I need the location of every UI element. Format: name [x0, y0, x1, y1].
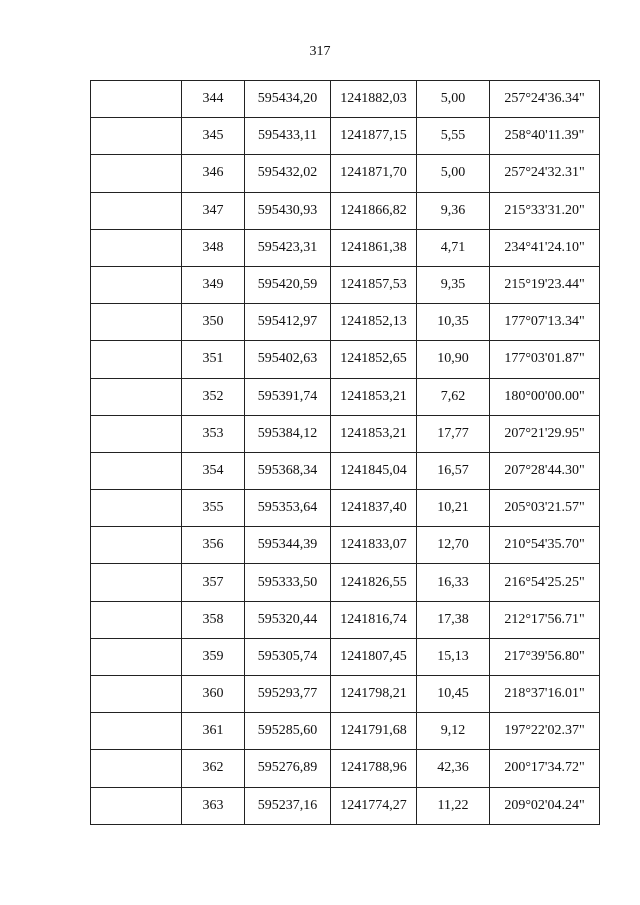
y-coordinate-cell: 1241882,03: [331, 81, 417, 118]
y-coordinate-cell: 1241816,74: [331, 601, 417, 638]
table-row: [91, 564, 600, 601]
coordinates-table-body: [91, 81, 600, 825]
page-number: 317: [309, 44, 331, 59]
table-row: [91, 787, 600, 824]
y-coordinate-cell: 1241833,07: [331, 527, 417, 564]
distance-cell: 11,22: [417, 787, 490, 824]
parcel-cell: [91, 787, 182, 824]
bearing-cell: 215°33'31.20": [490, 192, 600, 229]
table-row: [91, 490, 600, 527]
distance-cell: 17,77: [417, 415, 490, 452]
bearing-cell: 234°41'24.10": [490, 229, 600, 266]
x-coordinate-cell: 595333,50: [245, 564, 331, 601]
distance-cell: 5,00: [417, 155, 490, 192]
x-coordinate-cell: 595276,89: [245, 750, 331, 787]
x-coordinate-cell: 595368,34: [245, 452, 331, 489]
parcel-cell: [91, 490, 182, 527]
coordinates-table: [90, 80, 600, 825]
bearing-cell: 217°39'56.80": [490, 638, 600, 675]
point-number-cell: 362: [182, 750, 245, 787]
point-number-cell: 352: [182, 378, 245, 415]
parcel-cell: [91, 155, 182, 192]
bearing-cell: 258°40'11.39": [490, 118, 600, 155]
parcel-cell: [91, 266, 182, 303]
distance-cell: 4,71: [417, 229, 490, 266]
point-number-cell: 344: [182, 81, 245, 118]
bearing-cell: 177°03'01.87": [490, 341, 600, 378]
y-coordinate-cell: 1241853,21: [331, 415, 417, 452]
bearing-cell: 205°03'21.57": [490, 490, 600, 527]
distance-cell: 16,33: [417, 564, 490, 601]
y-coordinate-cell: 1241788,96: [331, 750, 417, 787]
point-number-cell: 360: [182, 676, 245, 713]
parcel-cell: [91, 304, 182, 341]
y-coordinate-cell: 1241852,65: [331, 341, 417, 378]
point-number-cell: 350: [182, 304, 245, 341]
y-coordinate-cell: 1241877,15: [331, 118, 417, 155]
table-row: [91, 155, 600, 192]
bearing-cell: 210°54'35.70": [490, 527, 600, 564]
x-coordinate-cell: 595432,02: [245, 155, 331, 192]
parcel-cell: [91, 341, 182, 378]
y-coordinate-cell: 1241791,68: [331, 713, 417, 750]
distance-cell: 10,45: [417, 676, 490, 713]
table-row: [91, 452, 600, 489]
table-row: [91, 304, 600, 341]
point-number-cell: 355: [182, 490, 245, 527]
x-coordinate-cell: 595430,93: [245, 192, 331, 229]
point-number-cell: 356: [182, 527, 245, 564]
parcel-cell: [91, 527, 182, 564]
y-coordinate-cell: 1241837,40: [331, 490, 417, 527]
distance-cell: 12,70: [417, 527, 490, 564]
x-coordinate-cell: 595391,74: [245, 378, 331, 415]
x-coordinate-cell: 595285,60: [245, 713, 331, 750]
point-number-cell: 354: [182, 452, 245, 489]
parcel-cell: [91, 638, 182, 675]
parcel-cell: [91, 378, 182, 415]
x-coordinate-cell: 595320,44: [245, 601, 331, 638]
table-row: [91, 266, 600, 303]
table-row: [91, 341, 600, 378]
point-number-cell: 353: [182, 415, 245, 452]
bearing-cell: 177°07'13.34": [490, 304, 600, 341]
distance-cell: 10,21: [417, 490, 490, 527]
table-row: [91, 192, 600, 229]
bearing-cell: 207°28'44.30": [490, 452, 600, 489]
y-coordinate-cell: 1241845,04: [331, 452, 417, 489]
x-coordinate-cell: 595423,31: [245, 229, 331, 266]
bearing-cell: 216°54'25.25": [490, 564, 600, 601]
point-number-cell: 345: [182, 118, 245, 155]
y-coordinate-cell: 1241861,38: [331, 229, 417, 266]
bearing-cell: 257°24'32.31": [490, 155, 600, 192]
y-coordinate-cell: 1241852,13: [331, 304, 417, 341]
y-coordinate-cell: 1241774,27: [331, 787, 417, 824]
bearing-cell: 215°19'23.44": [490, 266, 600, 303]
distance-cell: 9,35: [417, 266, 490, 303]
bearing-cell: 212°17'56.71": [490, 601, 600, 638]
point-number-cell: 349: [182, 266, 245, 303]
bearing-cell: 200°17'34.72": [490, 750, 600, 787]
parcel-cell: [91, 118, 182, 155]
table-row: [91, 638, 600, 675]
table-row: [91, 118, 600, 155]
table-row: [91, 713, 600, 750]
point-number-cell: 347: [182, 192, 245, 229]
bearing-cell: 218°37'16.01": [490, 676, 600, 713]
bearing-cell: 257°24'36.34": [490, 81, 600, 118]
distance-cell: 15,13: [417, 638, 490, 675]
bearing-cell: 207°21'29.95": [490, 415, 600, 452]
point-number-cell: 363: [182, 787, 245, 824]
parcel-cell: [91, 713, 182, 750]
x-coordinate-cell: 595305,74: [245, 638, 331, 675]
table-row: [91, 378, 600, 415]
distance-cell: 7,62: [417, 378, 490, 415]
distance-cell: 10,35: [417, 304, 490, 341]
y-coordinate-cell: 1241807,45: [331, 638, 417, 675]
point-number-cell: 361: [182, 713, 245, 750]
x-coordinate-cell: 595384,12: [245, 415, 331, 452]
parcel-cell: [91, 564, 182, 601]
parcel-cell: [91, 415, 182, 452]
point-number-cell: 359: [182, 638, 245, 675]
table-row: [91, 676, 600, 713]
x-coordinate-cell: 595353,64: [245, 490, 331, 527]
bearing-cell: 197°22'02.37": [490, 713, 600, 750]
distance-cell: 42,36: [417, 750, 490, 787]
y-coordinate-cell: 1241857,53: [331, 266, 417, 303]
x-coordinate-cell: 595434,20: [245, 81, 331, 118]
parcel-cell: [91, 192, 182, 229]
table-row: [91, 527, 600, 564]
x-coordinate-cell: 595237,16: [245, 787, 331, 824]
x-coordinate-cell: 595293,77: [245, 676, 331, 713]
table-row: [91, 229, 600, 266]
x-coordinate-cell: 595420,59: [245, 266, 331, 303]
table-row: [91, 750, 600, 787]
point-number-cell: 348: [182, 229, 245, 266]
x-coordinate-cell: 595412,97: [245, 304, 331, 341]
point-number-cell: 357: [182, 564, 245, 601]
distance-cell: 5,00: [417, 81, 490, 118]
y-coordinate-cell: 1241826,55: [331, 564, 417, 601]
table-row: [91, 601, 600, 638]
parcel-cell: [91, 750, 182, 787]
distance-cell: 16,57: [417, 452, 490, 489]
point-number-cell: 358: [182, 601, 245, 638]
y-coordinate-cell: 1241866,82: [331, 192, 417, 229]
parcel-cell: [91, 81, 182, 118]
parcel-cell: [91, 601, 182, 638]
distance-cell: 9,12: [417, 713, 490, 750]
distance-cell: 17,38: [417, 601, 490, 638]
y-coordinate-cell: 1241853,21: [331, 378, 417, 415]
y-coordinate-cell: 1241798,21: [331, 676, 417, 713]
distance-cell: 9,36: [417, 192, 490, 229]
point-number-cell: 351: [182, 341, 245, 378]
parcel-cell: [91, 676, 182, 713]
x-coordinate-cell: 595433,11: [245, 118, 331, 155]
point-number-cell: 346: [182, 155, 245, 192]
distance-cell: 10,90: [417, 341, 490, 378]
parcel-cell: [91, 229, 182, 266]
table-row: [91, 81, 600, 118]
bearing-cell: 209°02'04.24": [490, 787, 600, 824]
x-coordinate-cell: 595344,39: [245, 527, 331, 564]
table-row: [91, 415, 600, 452]
x-coordinate-cell: 595402,63: [245, 341, 331, 378]
bearing-cell: 180°00'00.00": [490, 378, 600, 415]
distance-cell: 5,55: [417, 118, 490, 155]
y-coordinate-cell: 1241871,70: [331, 155, 417, 192]
parcel-cell: [91, 452, 182, 489]
